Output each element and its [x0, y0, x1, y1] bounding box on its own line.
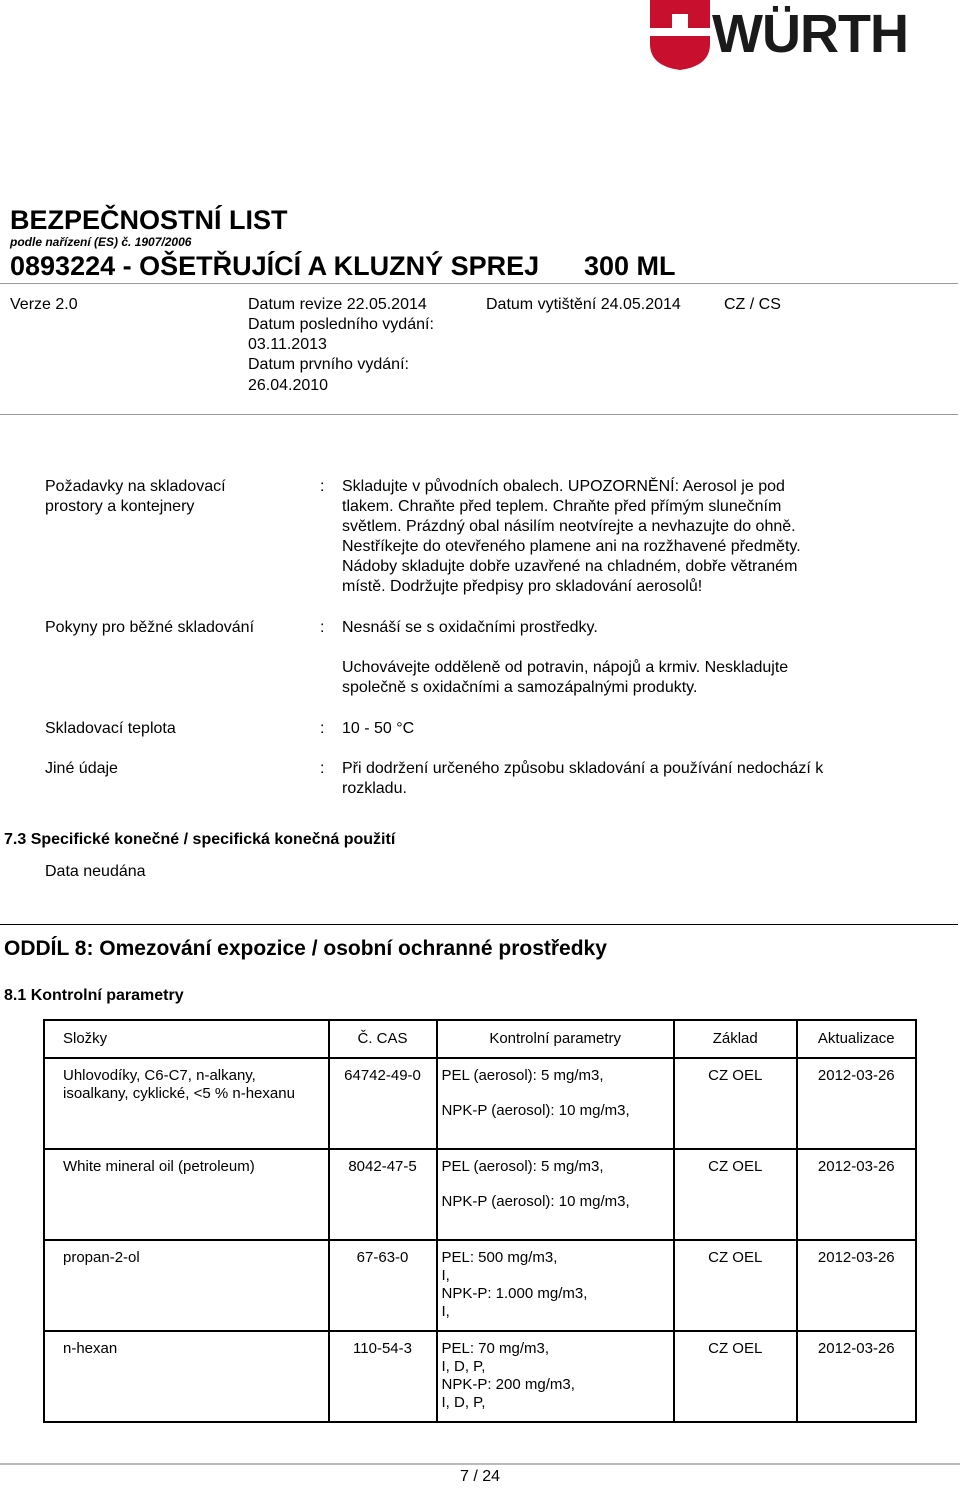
control-parameters-table: [43, 1019, 917, 1423]
cell-line: I,: [441, 1267, 450, 1284]
component-cell: [44, 1331, 329, 1422]
cas-cell: 8042-47-5: [329, 1149, 437, 1240]
document-title: BEZPEČNOSTNÍ LIST: [10, 205, 288, 235]
value-line: Skladujte v původních obalech. UPOZORNĚNÍ: Aerosol je pod: [342, 478, 785, 495]
label-line: Požadavky na skladovací: [45, 478, 226, 495]
column-header: Č. CAS: [329, 1020, 437, 1058]
params-cell: [437, 1331, 674, 1422]
value-line: Nestříkejte do otevřeného plamene ani na rozžhavené předměty.: [342, 538, 801, 555]
component-cell: [44, 1240, 329, 1331]
cell-line: isoalkany, cyklické, <5 % n-hexanu: [63, 1085, 295, 1102]
footer-divider: [0, 1463, 960, 1465]
other-info-value: [342, 759, 882, 799]
cas-cell: 64742-49-0: [329, 1058, 437, 1149]
section-divider: [0, 924, 958, 925]
component-cell: [44, 1149, 329, 1240]
table-row: [44, 1149, 916, 1240]
cell-line: NPK-P (aerosol): 10 mg/m3,: [441, 1193, 630, 1210]
value-line: místě. Dodržujte předpisy pro skladování aerosolů!: [342, 578, 703, 595]
cas-cell: 67-63-0: [329, 1240, 437, 1331]
basis-cell: CZ OEL: [674, 1240, 797, 1331]
basis-cell: CZ OEL: [674, 1149, 797, 1240]
label-line: prostory a kontejnery: [45, 498, 195, 515]
table-row: [44, 1058, 916, 1149]
cell-line: NPK-P: 1.000 mg/m3,: [441, 1285, 588, 1302]
first-issue-date: 26.04.2010: [248, 377, 329, 394]
cell-line: NPK-P: 200 mg/m3,: [441, 1376, 575, 1393]
params-cell: [437, 1149, 674, 1240]
section-7-3-text: Data neudána: [45, 863, 146, 880]
other-info-label: Jiné údaje: [45, 760, 118, 777]
column-header: Kontrolní parametry: [437, 1020, 674, 1058]
storage-requirements-value: [342, 477, 882, 597]
cell-line: PEL (aerosol): 5 mg/m3,: [441, 1067, 604, 1084]
storage-temp-label: Skladovací teplota: [45, 720, 176, 737]
cell-line: PEL (aerosol): 5 mg/m3,: [441, 1158, 604, 1175]
update-cell: 2012-03-26: [797, 1058, 916, 1149]
cell-line: PEL: 70 mg/m3,: [441, 1340, 550, 1357]
table-header-row: [44, 1020, 916, 1058]
cell-line: PEL: 500 mg/m3,: [441, 1249, 558, 1266]
cell-line: White mineral oil (petroleum): [63, 1158, 255, 1175]
colon: :: [320, 478, 325, 495]
basis-cell: CZ OEL: [674, 1058, 797, 1149]
component-cell: [44, 1058, 329, 1149]
header-divider: [0, 283, 958, 284]
section-8-1-heading: 8.1 Kontrolní parametry: [4, 987, 184, 1004]
cell-line: NPK-P (aerosol): 10 mg/m3,: [441, 1102, 630, 1119]
table-row: [44, 1240, 916, 1331]
locale: CZ / CS: [724, 296, 781, 313]
colon: :: [320, 720, 325, 737]
params-cell: [437, 1058, 674, 1149]
value-line: Nádoby skladujte dobře uzavřené na chladném, dobře větraném: [342, 558, 798, 575]
update-cell: 2012-03-26: [797, 1331, 916, 1422]
update-cell: 2012-03-26: [797, 1149, 916, 1240]
value-line: Při dodržení určeného způsobu skladování a používání nedochází k: [342, 760, 824, 777]
colon: :: [320, 619, 325, 636]
product-name: 0893224 - OŠETŘUJÍCÍ A KLUZNÝ SPREJ: [10, 251, 540, 281]
first-issue-label: Datum prvního vydání:: [248, 356, 409, 373]
revision-date: Datum revize 22.05.2014: [248, 296, 427, 313]
cas-cell: 110-54-3: [329, 1331, 437, 1422]
last-issue-date: 03.11.2013: [248, 336, 327, 353]
value-line: světlem. Prázdný obal násilím neotvírejte a nevhazujte do ohně.: [342, 518, 796, 535]
value-line: společně s oxidačními a samozápalnými produkty.: [342, 679, 698, 696]
cell-line: n-hexan: [63, 1340, 118, 1357]
value-line: tlakem. Chraňte před teplem. Chraňte před přímým slunečním: [342, 498, 782, 515]
value-line: rozkladu.: [342, 780, 407, 797]
column-header: Aktualizace: [797, 1020, 916, 1058]
section-8-heading: ODDÍL 8: Omezování expozice / osobní ochranné prostředky: [4, 937, 607, 960]
params-cell: [437, 1240, 674, 1331]
table-row: [44, 1331, 916, 1422]
value-line: Uchovávejte odděleně od potravin, nápojů a krmiv. Neskladujte: [342, 659, 789, 676]
basis-cell: CZ OEL: [674, 1331, 797, 1422]
meta-divider: [0, 414, 958, 415]
storage-temp-value: 10 - 50 °C: [342, 720, 415, 737]
colon: :: [320, 760, 325, 777]
cell-line: I, D, P,: [441, 1394, 486, 1411]
common-storage-value-2: [342, 658, 882, 698]
brand-name: WÜRTH: [712, 4, 908, 64]
common-storage-label: Pokyny pro běžné skladování: [45, 619, 255, 636]
regulation-text: podle nařízení (ES) č. 1907/2006: [10, 235, 192, 249]
cell-line: propan-2-ol: [63, 1249, 140, 1266]
cell-line: Uhlovodíky, C6-C7, n-alkany,: [63, 1067, 256, 1084]
product-quantity: 300 ML: [584, 251, 676, 281]
update-cell: 2012-03-26: [797, 1240, 916, 1331]
last-issue-label: Datum posledního vydání:: [248, 316, 434, 333]
print-date: Datum vytištění 24.05.2014: [486, 296, 681, 313]
cell-line: I,: [441, 1303, 450, 1320]
version: Verze 2.0: [10, 296, 78, 313]
column-header: Složky: [44, 1020, 329, 1058]
column-header: Základ: [674, 1020, 797, 1058]
page-number: 7 / 24: [459, 1468, 501, 1485]
storage-requirements-label: [45, 477, 226, 517]
section-7-3-heading: 7.3 Specifické konečné / specifická konečná použití: [4, 831, 396, 848]
common-storage-value: Nesnáší se s oxidačními prostředky.: [342, 619, 598, 636]
cell-line: I, D, P,: [441, 1358, 486, 1375]
